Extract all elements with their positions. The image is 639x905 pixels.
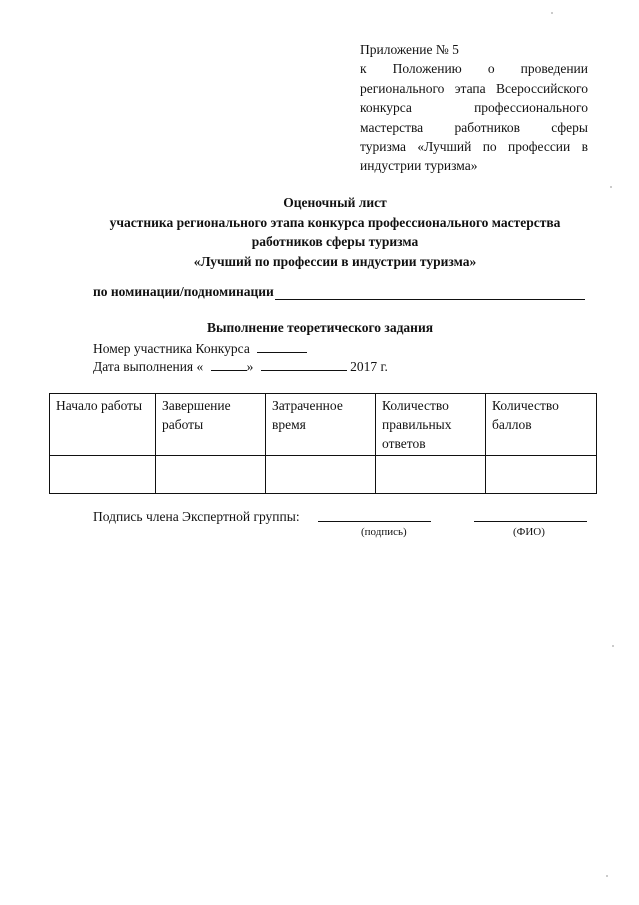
column-header-correct-answers: Количество правильных ответов: [376, 394, 486, 456]
full-name-line[interactable]: [474, 521, 587, 522]
date-label-start: Дата выполнения «: [93, 359, 204, 374]
table-header-row: [50, 394, 597, 456]
title-line: участника регионального этапа конкурса профессионального мастерства: [109, 214, 561, 230]
scan-speck: [610, 186, 612, 188]
nomination-fill-line[interactable]: [275, 286, 585, 300]
date-month-blank[interactable]: [261, 358, 347, 371]
task-title: Выполнение теоретического задания: [206, 320, 434, 335]
table-row: [50, 456, 597, 494]
appendix-line: регионального этапа Всероссийского: [360, 80, 588, 96]
participant-number-field: [93, 340, 307, 357]
full-name-caption: (ФИО): [513, 526, 545, 538]
participant-number-blank[interactable]: [257, 340, 307, 353]
appendix-line: туризма «Лучший по профессии в: [360, 139, 588, 155]
appendix-line: Приложение № 5: [360, 42, 459, 57]
results-table: [49, 393, 597, 494]
scan-speck: [606, 875, 608, 877]
participant-number-label: Номер участника Конкурса: [93, 341, 250, 356]
table-cell[interactable]: [486, 456, 597, 494]
appendix-line: мастерства работников сферы: [360, 119, 588, 135]
signature-caption: (подпись): [361, 526, 407, 538]
date-label-mid: »: [246, 359, 254, 374]
document-title: [40, 193, 630, 271]
column-header-points: Количество баллов: [486, 394, 597, 456]
date-year: 2017 г.: [350, 359, 388, 374]
signature-label: Подпись члена Экспертной группы:: [93, 509, 300, 524]
table-cell[interactable]: [376, 456, 486, 494]
table-cell[interactable]: [50, 456, 156, 494]
column-header-end: Завершение работы: [156, 394, 266, 456]
appendix-note: [360, 40, 588, 176]
title-line: работников сферы туризма: [251, 234, 419, 249]
column-header-start: Начало работы: [50, 394, 156, 456]
appendix-line: к Положению о проведении: [360, 61, 588, 77]
table-cell[interactable]: [156, 456, 266, 494]
scan-speck: [612, 645, 614, 647]
title-line: «Лучший по профессии в индустрии туризма»: [193, 253, 477, 269]
date-field: [93, 358, 388, 375]
date-day-blank[interactable]: [211, 358, 247, 371]
scan-speck: [551, 12, 553, 14]
table-cell[interactable]: [266, 456, 376, 494]
nomination-label: по номинации/подноминации: [93, 284, 274, 299]
appendix-line: индустрии туризма»: [360, 158, 478, 174]
signature-line[interactable]: [318, 521, 431, 522]
appendix-line: конкурса профессионального: [360, 100, 588, 116]
column-header-time-spent: Затраченное время: [266, 394, 376, 456]
nomination-field: [93, 284, 585, 300]
title-line: Оценочный лист: [283, 195, 387, 210]
